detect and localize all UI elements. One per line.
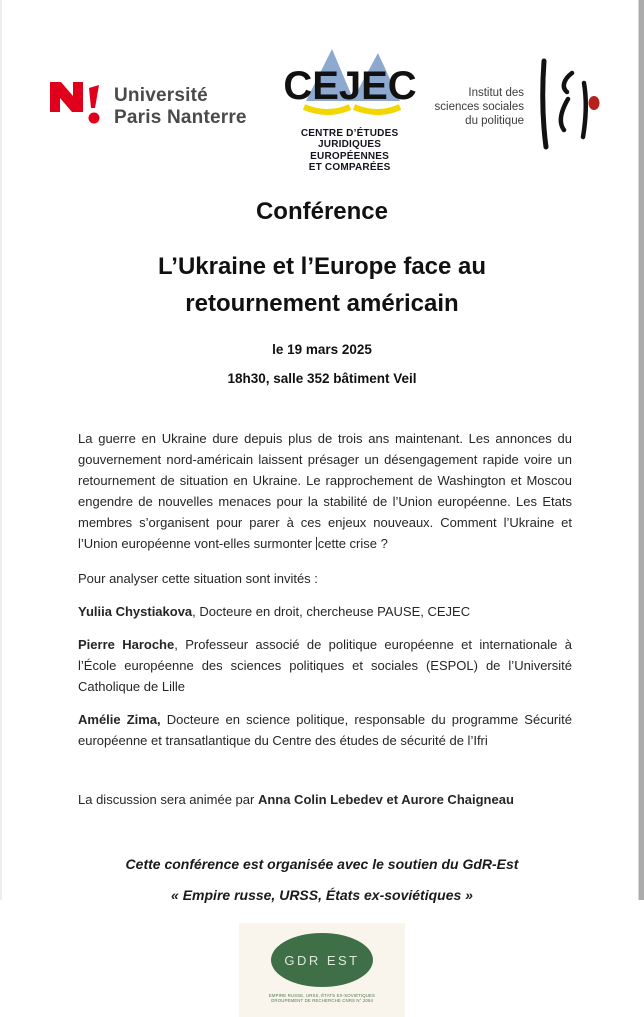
cejec-subtitle-line: CENTRE D’ÉTUDES — [300, 127, 399, 139]
speaker-name: Pierre Haroche — [78, 637, 175, 652]
cejec-logo — [282, 43, 417, 174]
cejec-subtitle-line: EUROPÉENNES — [310, 150, 390, 162]
invite-line: Pour analyser cette situation sont invités : — [78, 571, 318, 586]
isp-line2: sciences sociales — [434, 101, 524, 113]
discussion-moderators: Anna Colin Lebedev et Aurore Chaigneau — [257, 792, 514, 807]
footer-gdr-name: « Empire russe, URSS, États ex-soviétiques » — [171, 887, 473, 903]
event-title: L’Ukraine et l’Europe face au retournement américain — [157, 253, 487, 317]
universite-paris-nanterre-logo — [50, 80, 247, 135]
text-cursor — [316, 537, 317, 550]
upn-n-exclamation-icon — [50, 80, 102, 135]
upn-line2: Paris Nanterre — [114, 107, 247, 128]
cejec-sails-icon — [282, 43, 417, 126]
speaker-item — [78, 634, 572, 697]
intro-text-before-caret: La guerre en Ukraine dure depuis plus de trois ans maintenant. Les annonces du gouvernement nord-américain laissent présager un désengagement rapide voire un retournement de situation en Ukraine. Le rapprochement de Washington et Moscou engendre de nouvelles menaces pour la stabilité de l’Union européenne. Les Etats membres s’organisent pour parer à ces enjeux nouveaux. Comment l’Ukraine et l’Union européenne vont-elles surmonter — [78, 431, 572, 551]
upn-line1: Université — [114, 85, 208, 106]
speaker-desc: Docteure en science politique, responsable du programme Sécurité européenne et transatlantique du Centre des études de sécurité de l’Ifri — [78, 712, 572, 748]
isp-logo — [435, 59, 600, 156]
speaker-name: Amélie Zima, — [78, 712, 161, 727]
body-content — [0, 428, 644, 810]
speaker-item — [78, 601, 572, 622]
footer-support-line: Cette conférence est organisée avec le soutien du GdR-Est — [125, 856, 519, 872]
speaker-name: Yuliia Chystiakova — [78, 604, 193, 619]
speaker-desc: , Docteure en droit, chercheuse PAUSE, CEJEC — [192, 604, 471, 619]
event-kicker: Conférence — [255, 198, 389, 225]
gdr-est-oval-icon — [271, 933, 373, 987]
isp-line3: du politique — [465, 115, 524, 127]
svg-text:CEJEC: CEJEC — [282, 63, 417, 108]
page-right-edge — [638, 0, 644, 900]
speaker-desc: , Professeur associé de politique européenne et internationale à l’École européenne des sciences politiques et sociales (ESPOL) de l’Université Catholique de Lille — [78, 637, 572, 694]
cejec-subtitle — [301, 128, 398, 174]
intro-text-after-caret: cette crise ? — [317, 536, 388, 551]
isp-line1: Institut des — [468, 87, 524, 99]
gdr-est-caption — [267, 994, 378, 1004]
gdr-caption-line2: GROUPEMENT DE RECHERCHE CNRS N° 2064 — [270, 999, 374, 1004]
event-date: le 19 mars 2025 — [272, 342, 372, 357]
cejec-subtitle-line: JURIDIQUES — [318, 139, 382, 150]
isp-logo-text — [435, 86, 524, 128]
gdr-caption-line1: EMPIRE RUSSE, URSS, ÉTATS EX-SOVIÉTIQUES — [268, 994, 376, 999]
speaker-item — [78, 709, 572, 751]
discussion-prefix: La discussion sera animée par — [78, 792, 258, 807]
discussion-line — [78, 789, 572, 810]
intro-paragraph — [78, 428, 572, 554]
event-time-location: 18h30, salle 352 bâtiment Veil — [227, 371, 417, 386]
isp-calligraphy-icon — [534, 59, 600, 156]
cejec-subtitle-line: ET COMPARÉES — [308, 162, 391, 173]
page-left-edge — [0, 0, 2, 900]
gdr-est-title: GDR EST — [284, 952, 360, 968]
upn-logo-text — [114, 85, 247, 129]
logo-header — [0, 0, 644, 180]
gdr-est-logo — [239, 923, 405, 1017]
